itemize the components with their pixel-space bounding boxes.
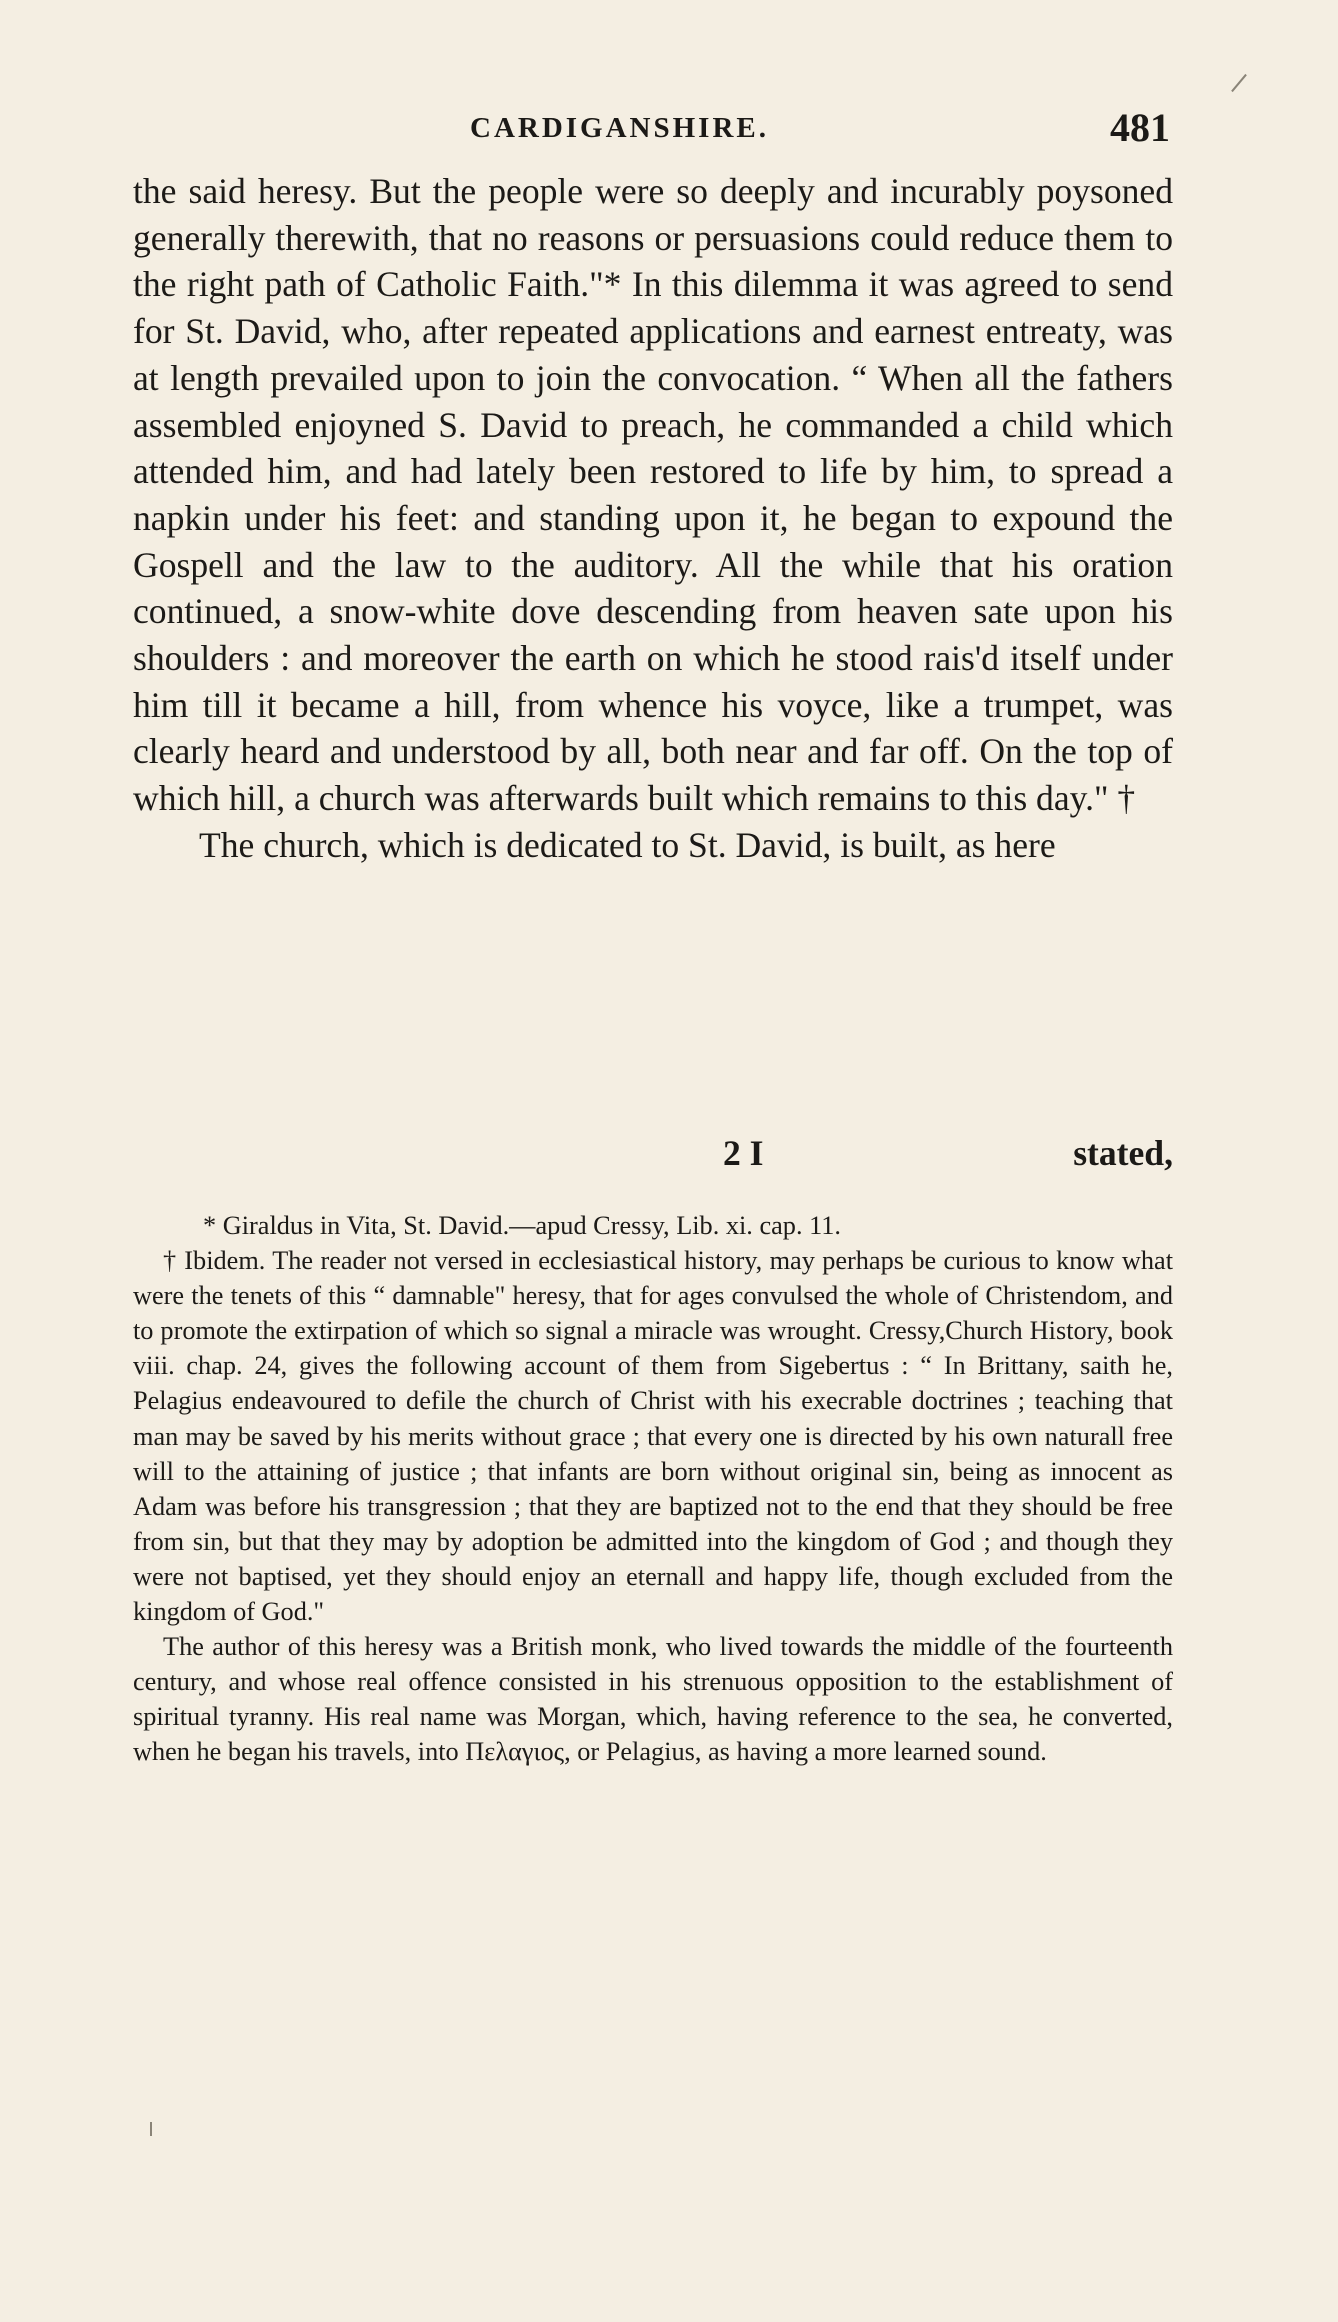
footnote: † Ibidem. The reader not versed in ecclesiastical history, may perhaps be curious to know what were the tenets of this “ damnable" heresy, that for ages convulsed the whole of Christendom, and to promote the extirpation of which so signal a miracle was wrought. Cressy,Church History, book viii. chap. 24, gives the following account of them from Sigebertus : “ In Brittany, saith he, Pelagius endeavoured to defile the church of Christ with his execrable doctrines ; teaching that man may be saved by his merits without grace ; that every one is directed by his own naturall free will to the attaining of justice ; that infants are born without original sin, being as innocent as Adam was before his transgression ; that they are baptized not to the end that they should be free from sin, but that they may by adoption be admitted into the kingdom of God ; and though they were not baptised, yet they should enjoy an eternall and happy life, though excluded from the kingdom of God." bbox=[133, 1246, 1173, 1627]
main-text bbox=[133, 168, 1173, 869]
footnotes bbox=[133, 1208, 1173, 1770]
page-number: 481 bbox=[1110, 105, 1170, 150]
catchline bbox=[133, 1130, 1173, 1178]
catchword: stated, bbox=[1073, 1133, 1173, 1173]
footnote: The author of this heresy was a British monk, who lived towards the middle of the fourteenth century, and whose real offence consisted in his strenuous opposition to the establishment of spiritual tyranny. His real name was Morgan, which, having reference to the sea, he converted, when he began his travels, into Πελαγιος, or Pelagius, as having a more learned sound. bbox=[133, 1632, 1173, 1767]
stray-mark bbox=[150, 2122, 152, 2136]
signature-mark: 2 I bbox=[723, 1133, 764, 1173]
footnote: * Giraldus in Vita, St. David.—apud Cressy, Lib. xi. cap. 11. bbox=[203, 1211, 841, 1240]
corner-mark bbox=[1231, 74, 1247, 92]
body-paragraph: the said heresy. But the people were so deeply and incurably poysoned generally therewith, that no reasons or persuasions could reduce them to the right path of Catholic Faith."* In this dilemma it was agreed to send for St. David, who, after repeated applications and earnest entreaty, was at length prevailed upon to join the convocation. “ When all the fathers assembled enjoyned S. David to preach, he commanded a child which attended him, and had lately been restored to life by him, to spread a napkin under his feet: and standing upon it, he began to expound the Gospell and the law to the auditory. All the while that his oration continued, a snow-white dove descending from heaven sate upon his shoulders : and moreover the earth on which he stood rais'd itself under him till it became a hill, from whence his voyce, like a trumpet, was clearly heard and understood by all, both near and far off. On the top of which hill, a church was afterwards built which remains to this day." † bbox=[133, 171, 1173, 819]
running-head: CARDIGANSHIRE. bbox=[470, 112, 770, 144]
page-header bbox=[180, 104, 1170, 154]
body-paragraph: The church, which is dedicated to St. David, is built, as here bbox=[199, 824, 1056, 865]
